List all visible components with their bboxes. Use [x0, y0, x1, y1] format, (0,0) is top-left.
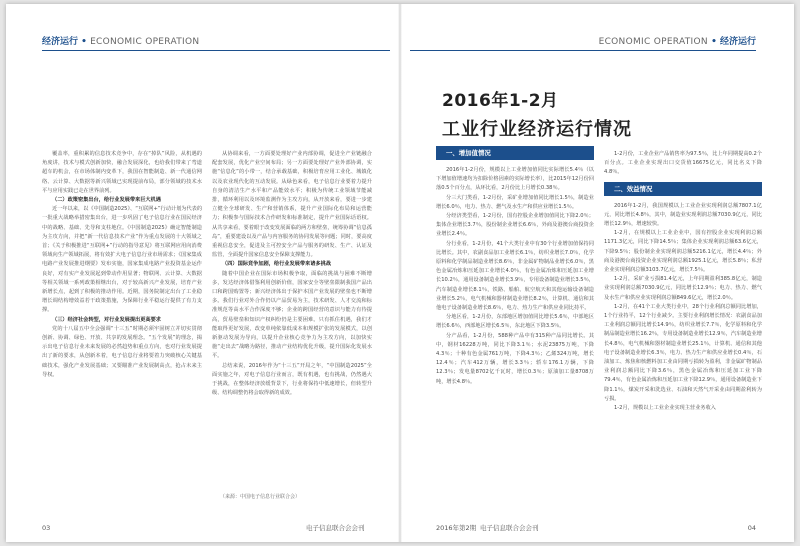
right-column-2-body [604, 202, 762, 414]
section-bar-profit: 二、效益情况 [604, 182, 762, 196]
body-paragraph: 分产品看，1-2月份，588种产品中有315种产品同比增长。其中，钢材16228万吨，同比下降3.1％；水泥23875万吨，下降4.3％；十种有色金属761万吨，下降4.3％；乙烯324万吨，增长12.4％；汽车412万辆，增长3.3％；轿车176.1万辆，下降12.3％；发电量8702亿千瓦时，增长0.3％；原油加工量8708万吨，增长4.8％。 [436, 332, 594, 385]
right-column-1 [436, 142, 594, 506]
right-header-cn: 经济运行 [719, 37, 756, 47]
subsection-heading: （四）国际竞争加剧，给行业发展带来诸多挑战 [222, 261, 331, 268]
body-paragraph: 1-2月，在41个工业大类行业中，28个行业利润总额同比增加，1个行业持平，12个行业减少。主要行业利润增长情况：农副食品加工业利润总额同比增长14.9％，纺织业增长7.7％，化学原料和化学制品制造业增长16.2％，专用设备制造业增长12.9％，汽车制造业增长4.8％，电气机械和器材制造业增长25.1％，计算机、通信和其他电子设备制造业增长6.3％，电力、热力生产和供应业增长0.4％，石油加工、炼焦和核燃料加工业由同期亏损转为盈利，非金属矿物制品业利润总额同比下降3.6％，黑色金属冶炼和压延加工业下降79.4％，有色金属冶炼和压延加工业下降12.9％，通用设备制造业下降1.1％，煤炭开采和洗选业、石油和天然气开采业由同期盈利转为亏损。 [604, 303, 762, 402]
body-paragraph: 1-2月，在规模以上工业企业中，国有控股企业实现利润总额1171.3亿元，同比下降14.5％；集体企业实现利润总额63.6亿元，下降9.5％；股份制企业实现利润总额5216.1亿元，增长4.4％；外商及港澳台商投资企业实现利润总额1925.1亿元，增长5.8％；私营企业实现利润总额3103.7亿元，增长7.5％。 [604, 230, 762, 274]
article-title [442, 86, 632, 141]
body-paragraph: 覆盖率，重积累的信息技术竞争中，存在“掉队”风险，从机遇的角度讲，技术与模式创新加快，融合发展深化，也给我们带来了弯道超车的机会，在市场体制内变革下，我国在智能制造、新一代通信网络、云计算、大数据等新兴领域已实现提前布局，部分领域的技术水平与应用实践已走在世界前列。 [42, 151, 202, 194]
body-paragraph: 总结来说，2016年作为“十三五”开局之年，“中国制造2025”全面实施之年，对电子信息行业而言，既有机遇，也有挑战，仍然遇大于挑战，在整体经济放缓背景下，行业将保持中低速增长，但转型升级、结构调整仍将会取得新的成效。 [212, 362, 372, 397]
right-column-1-body [436, 166, 594, 387]
left-header [42, 34, 199, 47]
article-source: （来源：中国电子信息行业联合会） [220, 494, 301, 500]
article-title-date: 2016年1-2月 [442, 91, 559, 111]
right-header-sep: • [711, 37, 717, 47]
left-column-2 [212, 150, 372, 488]
left-header-en: ECONOMIC OPERATION [90, 37, 200, 47]
right-page [400, 4, 794, 542]
right-column-2 [604, 150, 762, 506]
body-paragraph: 2016年1-2月份，规模以上工业增加值同比实际增长5.4％（以下增加值增速均为扣除价格因素的实际增长率），比2015年12月份回落0.5个百分点，从环比看，2月份比上月增长0.38％。 [436, 167, 594, 192]
body-paragraph: 从协调来看，一方面要处理好产业内部协调，促进全产业链融合配套发展，优化产业空间布局；另一方面要处理好产业外部协调，实施“信息化”的小带一，结合承载基础，积极培育应用工业化、城镇化以及农业现代化的互动发展。从绿色来看，电子信息行业要着力提升自身的清洁生产水平和产品能效水平；积极为传统工业领域节能减排，循环利用以及环境监测作为主攻方向，从开放来看，要进一步建立健全全球研发、生产和营销体系，提升产业国际化布局和运营能力；积极参与国际技术合作研发和标准制定，提升产业国际话语权。从共享来看，要着眼于改变发展面临的两方和壁垒，统筹协调“信息孤岛”，重要建设以及产品与内容服务的协同发展等问题；同时，要高度重视信息安全，促进及主可控安全产品与服务的研发、生产、认证及监管，全面提升国家信息安全保障支撑能力。 [212, 151, 372, 259]
body-paragraph: 分经济类型看，1-2月份，国有控股企业增加值同比下降2.0％；集体企业增长3.7％，股份制企业增长6.6％，外商及港澳台商投资企业增长2.4％。 [436, 213, 594, 238]
section-bar-value-added: 一、增加值情况 [436, 146, 594, 160]
right-header-en: ECONOMIC OPERATION [598, 37, 708, 47]
right-column-2-intro [604, 150, 762, 178]
right-page-number: 04 [747, 524, 756, 532]
right-header [599, 34, 756, 47]
body-paragraph: 1-2月，采矿业亏损81.4亿元，上年同期盈利385.8亿元，制造业实现利润总额7030.9亿元，同比增长12.9％；电力、热力、燃气及水生产和供应业实现利润总额849.6亿元，增长2.0％。 [604, 276, 762, 301]
left-page-number: 03 [42, 524, 51, 532]
body-paragraph: 分行业看，1-2月份，41个大类行业中有30个行业增加值保持同比增长。其中，农副食品加工业增长6.1％，纺织业增长7.0％，化学原料和化学制品制造业增长8.6％，非金属矿物制品业增长6.0％，黑色金属冶炼和压延加工业增长4.0％，有色金属冶炼和压延加工业增长10.2％，通用设备制造业增长3.9％，专用设备制造业增长3.5％，汽车制造业增长8.1％，铁路、船舶、航空航天和其他运输设备制造业增长5.2％，电气机械和器材制造业增长8.2％，计算机、通信和其他电子设备制造业增长8.6％，电力、热力生产和供应业同比持平。 [436, 240, 594, 312]
left-footer-journal: 电子信息联合会会刊 [306, 524, 365, 532]
body-paragraph: 分三大门类看，1-2月份，采矿业增加值同比增长1.5％，制造业增长6.0％，电力、热力、燃气及水生产和供应业增长1.5％。 [436, 194, 594, 210]
left-page [6, 4, 400, 542]
left-column-1 [42, 150, 202, 488]
body-paragraph: 党的十八届五中全会强调“十三五”时期必须牢固树立并切实贯彻创新、协调、绿色、开放、共享的发展理念。“五个发展”的理念，揭示出电子信息行业未来发展的必然趋势和重点方向，也对行业发展提出了新的要求，从创新本着，电子信息行业将要着力突破核心关键基础技术，强化产业发展基础；又要瞄准产业发展制高点，抢占未来主导权。 [42, 325, 202, 378]
article-title-main: 工业行业经济运行情况 [442, 119, 632, 140]
right-footer-issue: 2016年第2期 [436, 524, 477, 532]
body-paragraph: 近一年以来，以《中国制造2025》、“互联网+”行动计划为代表的一批重大战略举措密集出台，进一步巩固了电子信息行业在国民经济中的战略、基础、先导和支柱地位。《中国制造2025》确定智能制造为主攻方向，并把“新一代信息技术产业”作为重点发展的十大领域之首；《关于积极推进“互联网+”行动的指导意见》将互联网应用向消费领域向生产领域拓展，将有效扩大电子信息行业市场需求；《国家集成电路产业发展推进纲要》发布实施，国家集成电路产业投资基金运作良好，对有实产业发展起到带动作用显著；物联网、云计算、大数据等相关领域一系列政策相继出台，对于较高新兴产业发展，培育产业新增长点，起到了积极的推动作用。近期，国务院制定出台了工业稳增长调结构增效益若干政策措施，为保障行业平稳运行提供了有力支撑。 [42, 206, 202, 314]
right-header-rule [410, 50, 756, 51]
body-paragraph: 随着中国企业在国际市场积极争取，面临的挑战与困难不断增多，发达经济体借鉴利用创新价值，国家安全等壁垒限制我国产品出口和跨国购置等；新兴经济体出于保护本国产业发展的壁垒也不断增多。我们行业对外合作仍以产品贸易为主，技术研发、人才交流和标准规范等高水平合作深度不够；企业的跨国经营的意识与能力有待提高，贸易壁垒和知识产权纠纷仍是主要困难。只有抓住机遇，我们才能取得更好发展，改变单纯依靠低成本和规模扩张的发展模式，以创新驱动发展为导向，以提升企业核心竞争力为主攻方向，以加快实施“走出去”战略为路径，推动产业结构优化升级，提升国际化发展水平。 [212, 270, 372, 360]
magazine-spread [6, 4, 794, 542]
left-header-cn: 经济运行 [42, 37, 79, 47]
subsection-heading: （三）经济社会转型，对行业发展提出更高要求 [52, 316, 161, 323]
right-footer-journal: 电子信息联合会会刊 [480, 524, 539, 532]
left-header-sep: • [81, 37, 87, 47]
body-paragraph: 2016年1-2月，我国规模以上工业企业实现利润总额7807.1亿元，同比增长4.8％，其中，制造业实现利润总额7030.9亿元，同比增长12.9％，增速较快。 [604, 202, 762, 228]
body-paragraph: 1-2月，规模以上工业企业实现主营业务收入 [614, 405, 716, 412]
body-paragraph: 1-2月份，工业企业产品销售率为97.5％，比上年同期提高0.2个百分点。工业企业实现出口交货值16675亿元，同比名义下降4.8％。 [604, 151, 762, 176]
left-header-rule [42, 50, 390, 51]
body-paragraph: 分地区看，1-2月份，东部地区增加值同比增长5.6％，中部地区增长6.6％，西部地区增长6.5％，东北地区下降3.5％。 [436, 314, 594, 330]
subsection-heading: （二）政策密集出台，给行业发展带来巨大机遇 [52, 197, 161, 204]
